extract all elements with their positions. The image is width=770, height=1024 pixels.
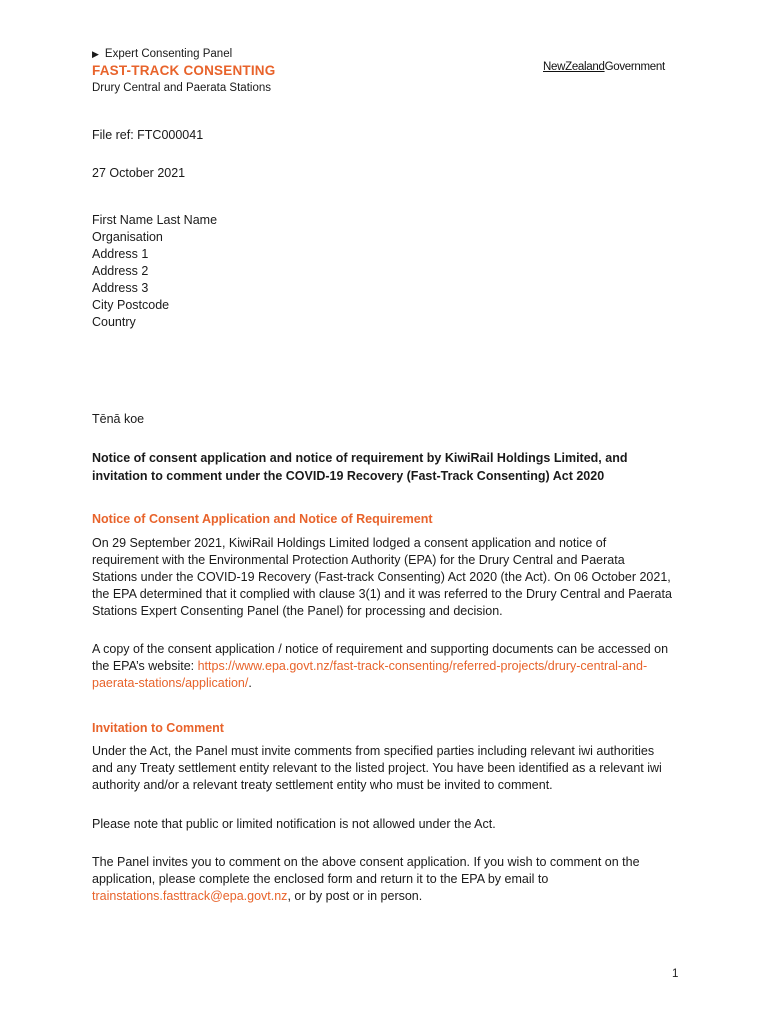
notice-paragraph-2 [92,641,672,692]
address-line: Country [92,315,136,329]
letter-date: 27 October 2021 [92,166,186,180]
invitation-paragraph-3 [92,854,672,905]
section-title-invitation: Invitation to Comment [92,721,224,735]
epa-application-link[interactable]: https://www.epa.govt.nz/fast-track-consenting/referred-projects/drury-central-and-paerata-stations/application/ [92,659,648,690]
invitation-paragraph-2: Please note that public or limited notification is not allowed under the Act. [92,817,496,831]
invitation-para3-end: , or by post or in person. [287,889,423,903]
page-number: 1 [672,968,679,980]
invitation-para3-text: The Panel invites you to comment on the above consent application. If you wish to comment on the application, please complete the enclosed form and return it to the EPA by email to [92,855,640,886]
project-subtitle: Drury Central and Paerata Stations [92,82,271,94]
address-line: First Name Last Name [92,213,218,227]
notice-para2-end: . [248,676,252,690]
address-line: Address 1 [92,247,149,261]
file-reference: File ref: FTC000041 [92,128,204,142]
brand-title: FAST-TRACK CONSENTING [92,63,276,78]
panel-label-text: Expert Consenting Panel [104,48,233,60]
address-line: Organisation [92,230,163,244]
triangle-bullet-icon: ▶ [92,49,99,59]
letter-subject: Notice of consent application and notice of requirement by KiwiRail Holdings Limited, and invitation to comment under the COVID-19 Recovery (Fast-Track Consenting) Act 2020 [92,451,628,483]
address-line: Address 3 [92,281,149,295]
panel-label [92,47,275,61]
address-line: Address 2 [92,264,149,278]
letterhead [92,47,275,95]
notice-paragraph-1: On 29 September 2021, KiwiRail Holdings Limited lodged a consent application and notice of requirement with the Environmental Protection Authority (EPA) for the Drury Central and Paerata Stations under the COVID-19 Recovery (Fast-track Consenting) Act 2020 (the Act). On 06 October 2021, the EPA determined that it complied with clause 3(1) and it was referred to the Drury Central and Paerata Stations Expert Consenting Panel (the Panel) for processing and decision. [92,536,672,618]
gov-logo-part2: Government [604,61,665,73]
section-title-notice: Notice of Consent Application and Notice of Requirement [92,512,433,526]
recipient-address [92,212,672,331]
invitation-paragraph-1: Under the Act, the Panel must invite comments from specified parties including relevant iwi authorities and any Treaty settlement entity relevant to the listed project. You have been identified as a relevant iwi authority and/or a relevant treaty settlement entity who must be invited to comment. [92,744,662,792]
greeting: Tēnā koe [92,412,145,426]
email-link[interactable]: trainstations.fasttrack@epa.govt.nz [92,889,288,903]
address-line: City Postcode [92,298,170,312]
notice-para2-text: A copy of the consent application / notice of requirement and supporting documents can be accessed on the EPA’s website: [92,642,669,673]
nz-government-logo [543,61,665,73]
gov-logo-part1: NewZealand [543,61,605,73]
